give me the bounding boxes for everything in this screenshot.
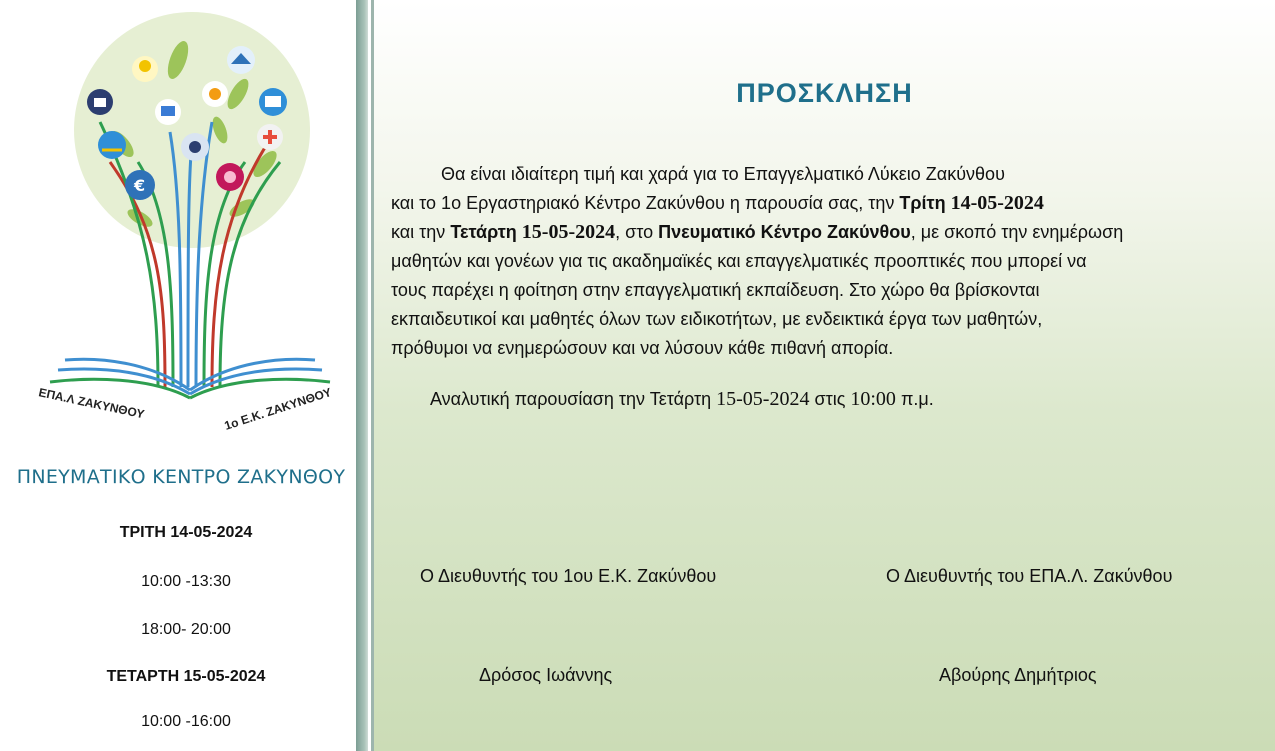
open-book [58,359,322,394]
invitation-body [391,160,1257,363]
body-line-2 [391,189,1257,218]
computer-icon [155,99,181,125]
body-line-6: εκπαιδευτικοί και μαθητές όλων των ειδικοτήτων, με ενδεικτικά έργα των μαθητών, [391,309,1043,329]
logo-text-right: 1ο Ε.Κ. ΖΑΚΥΝΘΟΥ [222,385,334,433]
column-divider [356,0,368,751]
svg-text:€: € [134,176,146,195]
detail-text: Αναλυτική παρουσίαση την Τετάρτη [430,389,717,409]
left-column [0,0,356,751]
body-line-1: Θα είναι ιδιαίτερη τιμή και χαρά για το Επαγγελματικό Λύκειο Ζακύνθου [441,164,1005,184]
house-icon [227,46,255,74]
venue-name: Πνευματικό Κέντρο Ζακύνθου [658,222,911,242]
body-text-span: , στο [615,222,659,242]
signature-left-role: Ο Διευθυντής του 1ου Ε.Κ. Ζακύνθου [420,566,717,586]
body-text-span: και το 1ο Εργαστηριακό Κέντρο Ζακύνθου η παρουσία σας, την [391,193,900,213]
wednesday-date: 15-05-2024 [521,221,616,243]
home-tools-icon [87,89,113,115]
gear-icon [181,133,209,161]
cosmetics-icon [216,163,244,191]
signature-right-name: Αβούρης Δημήτριος [939,665,1097,685]
invitation-panel [374,0,1275,751]
euro-icon [125,170,155,200]
presentation-detail [430,388,934,411]
tuesday-label: Τρίτη [899,193,951,213]
schedule-time-2a: 10:00 -16:00 [141,713,231,730]
medical-icon [257,124,283,150]
body-text-span: , με σκοπό την ενημέρωση [910,222,1124,242]
invitation-title: ΠΡΟΣΚΛΗΣΗ [736,78,913,108]
body-text-span: και την [391,222,451,242]
schedule-day-1: ΤΡΙΤΗ 14-05-2024 [119,524,253,541]
detail-date: 15-05-2024 [716,388,810,410]
detail-text: π.μ. [895,389,934,409]
schedule-day-2: ΤΕΤΑΡΤΗ 15-05-2024 [106,668,266,685]
lightbulb-icon [132,56,158,82]
body-line-4: μαθητών και γονέων για τις ακαδημαϊκές και επαγγελματικές προοπτικές που μπορεί να [391,251,1087,271]
school-logo [30,12,350,442]
venue-title: ΠΝΕΥΜΑΤΙΚΟ ΚΕΝΤΡΟ ΖΑΚΥΝΘΟΥ [16,466,346,488]
schedule-time-1b: 18:00- 20:00 [141,621,231,638]
detail-text: στις [809,389,851,409]
signature-left-name: Δρόσος Ιωάννης [479,665,613,685]
body-line-5: τους παρέχει η φοίτηση στην επαγγελματική εκπαίδευση. Στο χώρο θα βρίσκονται [391,280,1040,300]
wednesday-label: Τετάρτη [450,222,522,242]
weather-icon [202,81,228,107]
tuesday-date: 14-05-2024 [950,192,1044,214]
beach-icon [98,131,126,159]
body-line-7: πρόθυμοι να ενημερώσουν και να λύσουν κάθε πιθανή απορία. [391,338,894,358]
detail-time: 10:00 [850,388,896,410]
body-line-3 [391,218,1257,247]
signature-right-role: Ο Διευθυντής του ΕΠΑ.Λ. Ζακύνθου [886,566,1173,586]
logo-text-left: ΕΠΑ.Λ ΖΑΚΥΝΘΟΥ [37,385,146,422]
schedule-time-1a: 10:00 -13:30 [141,573,231,590]
laptop-icon [259,88,287,116]
